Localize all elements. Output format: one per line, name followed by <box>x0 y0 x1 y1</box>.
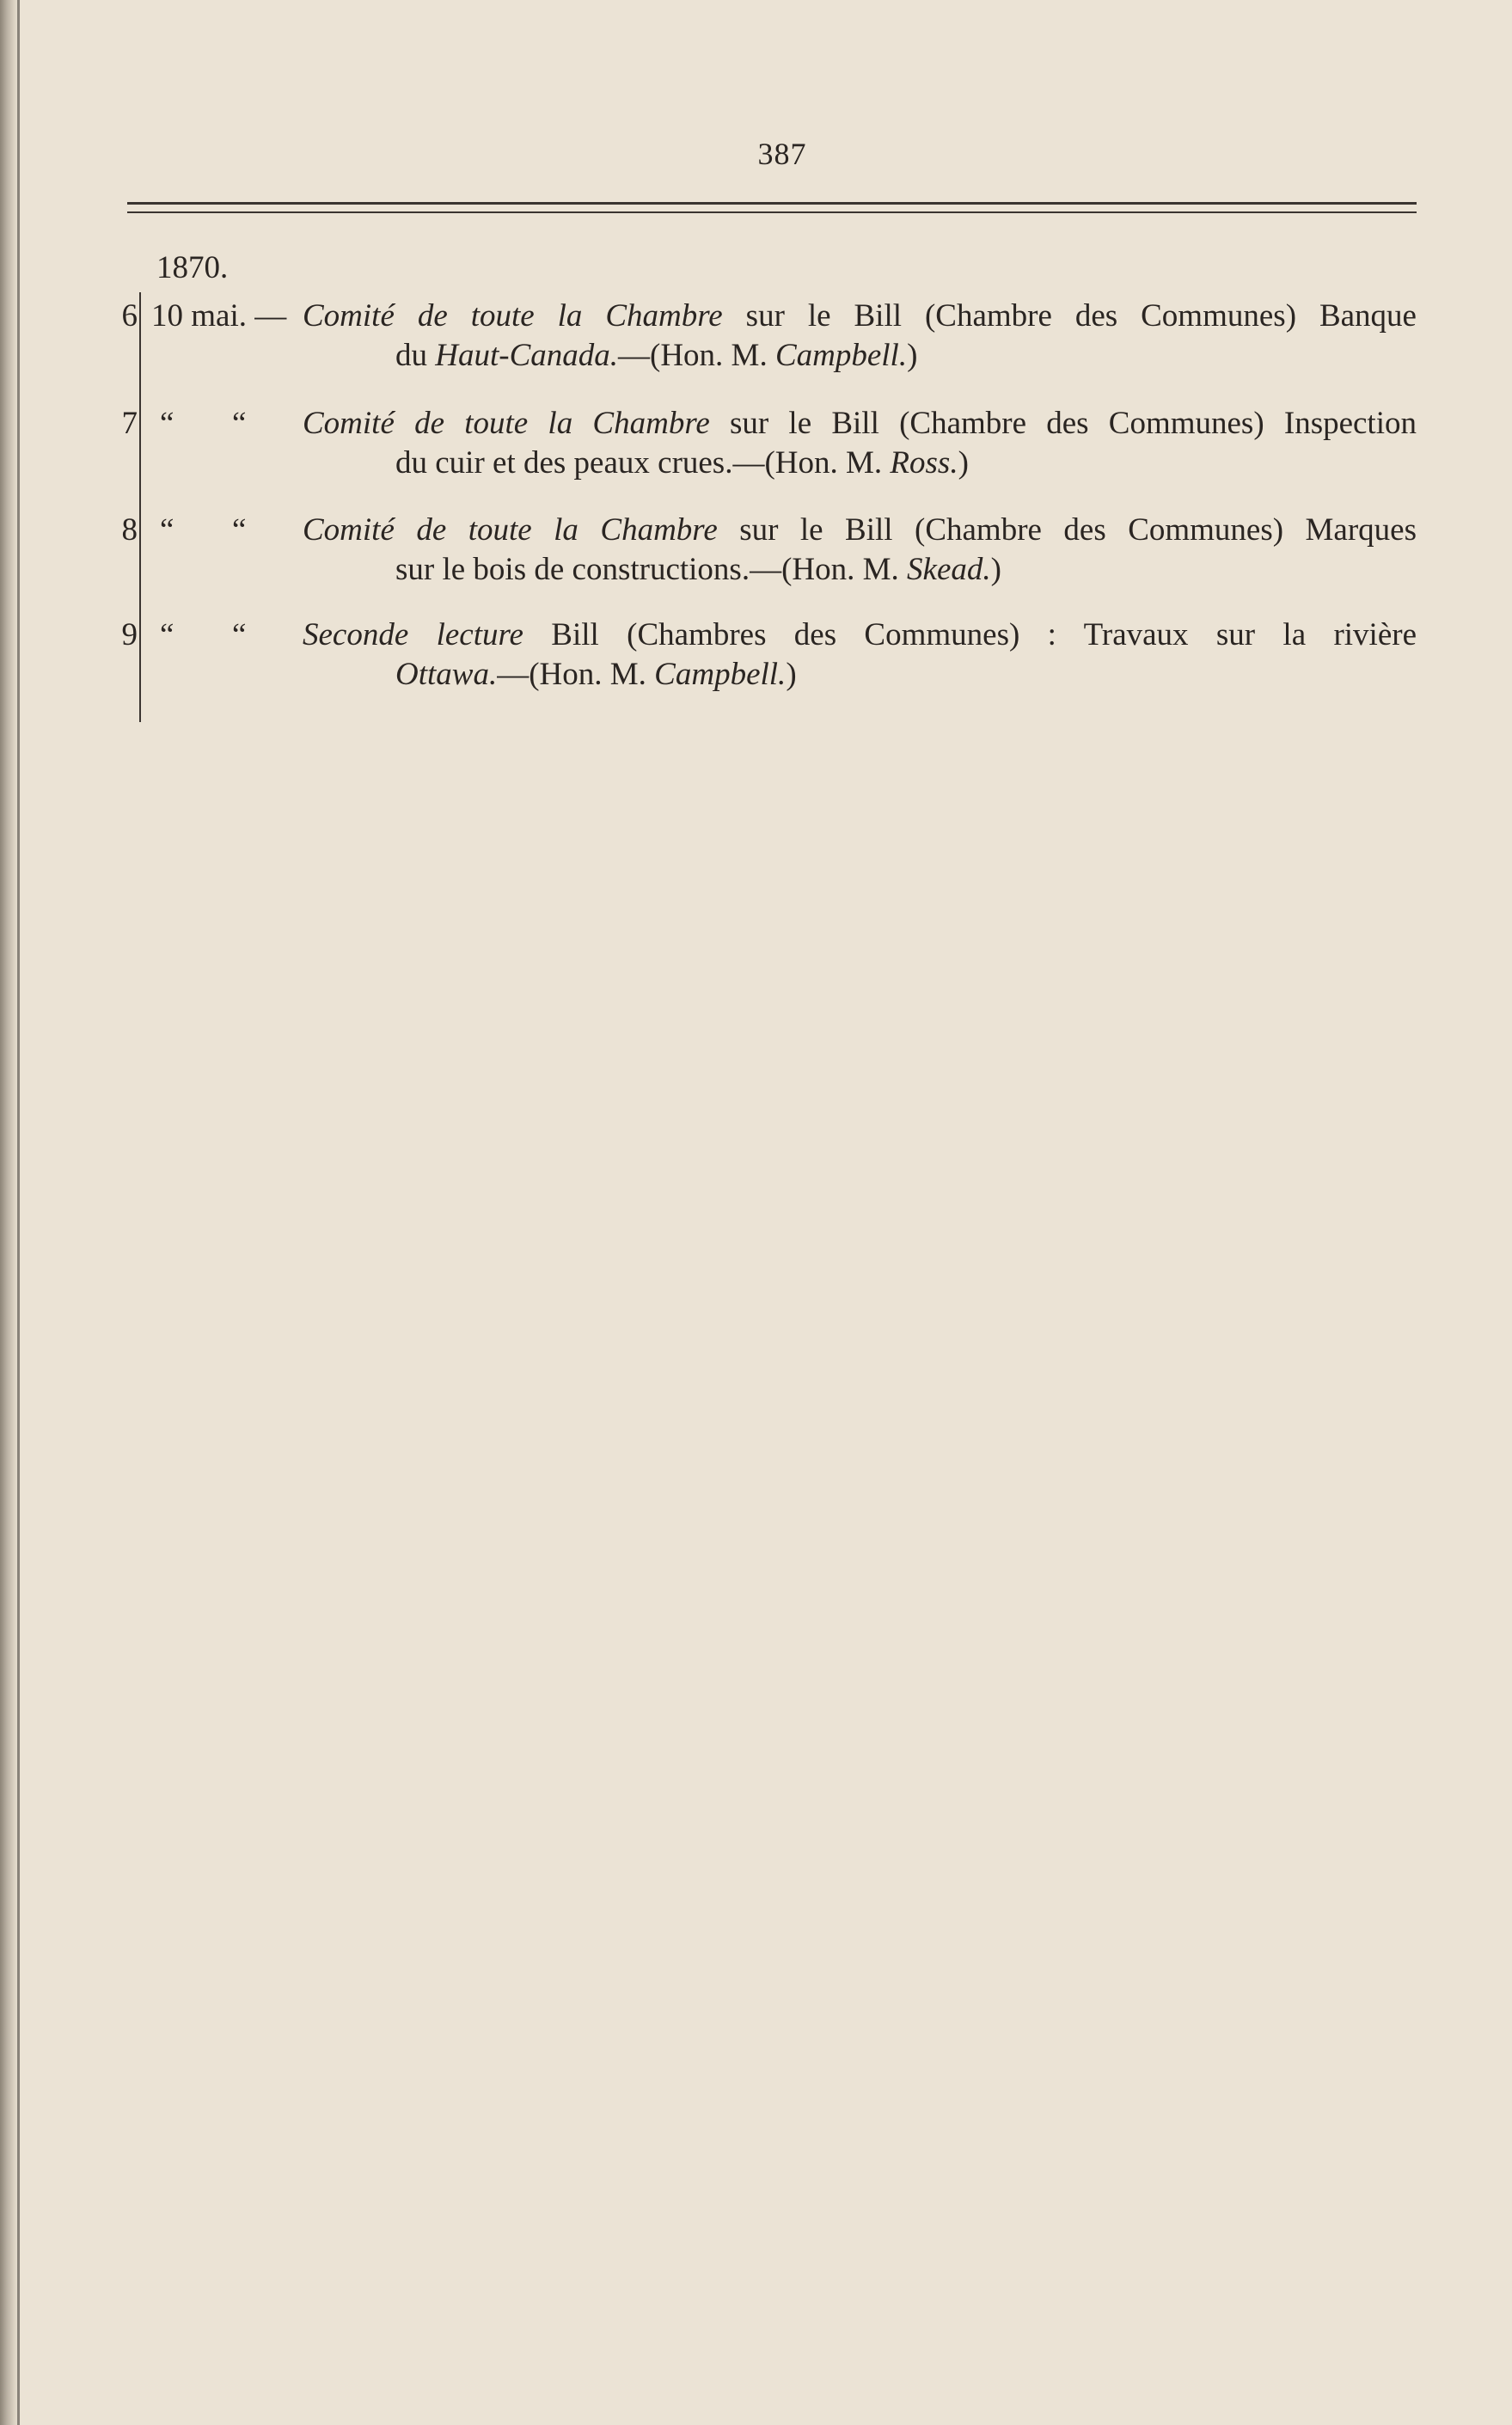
entry-number: 9 <box>121 617 138 652</box>
entry-line-2-post: ) <box>786 657 797 692</box>
entry-line-2-pre: du <box>395 338 436 373</box>
ditto-mark: “ <box>160 617 174 652</box>
entry-line-2-pre: du cuir et des peaux crues. <box>395 445 733 481</box>
entry-line-2-post: ) <box>958 445 969 481</box>
ditto-mark: “ <box>232 512 247 548</box>
entry-text <box>303 297 1417 376</box>
entry-line-2-mid: —(Hon. M. <box>618 338 775 373</box>
entry-line-1 <box>303 511 1417 550</box>
entry-line-1-rest: sur le Bill (Chambre des Communes) Inspection <box>709 406 1417 441</box>
entry-text <box>303 404 1417 483</box>
entry-line-2-post: ) <box>907 338 918 373</box>
ditto-mark: “ <box>232 617 247 652</box>
entry-number: 7 <box>121 406 138 441</box>
entry-line-2 <box>303 444 1417 483</box>
ditto-mark: “ <box>232 406 247 441</box>
entry-member-name: Skead. <box>907 552 991 587</box>
entry-line-2-mid: —(Hon. M. <box>497 657 655 692</box>
entry-line-1 <box>303 404 1417 444</box>
entry-text <box>303 511 1417 590</box>
entry-line-2 <box>303 550 1417 590</box>
entry-line-2 <box>303 655 1417 695</box>
header-rule-thin <box>127 211 1417 213</box>
entry-line-2-italic: Haut-Canada. <box>435 338 618 373</box>
year-heading: 1870. <box>156 250 229 285</box>
entry-line-2-mid: —(Hon. M. <box>750 552 908 587</box>
entry-italic-title: Comité de toute la Chambre <box>303 512 718 548</box>
entry-line-1-rest: Bill (Chambres des Communes) : Travaux sur la rivière <box>523 617 1417 652</box>
ditto-mark: “ <box>160 406 174 441</box>
entry-line-2-pre: sur le bois de constructions. <box>395 552 750 587</box>
entry-member-name: Ross. <box>890 445 958 481</box>
entry-member-name: Campbell. <box>654 657 787 692</box>
entry-member-name: Campbell. <box>774 338 908 373</box>
entry-line-2-mid: —(Hon. M. <box>732 445 891 481</box>
entry-line-1-rest: sur le Bill (Chambre des Communes) Marques <box>717 512 1417 548</box>
entry-number: 8 <box>121 512 138 548</box>
ditto-mark: “ <box>160 512 174 548</box>
entry-line-2-italic: Ottawa. <box>395 657 498 692</box>
entry-italic-title: Comité de toute la Chambre <box>303 298 723 334</box>
entry-italic-title: Seconde lecture <box>303 617 523 652</box>
entry-text <box>303 615 1417 695</box>
page-number: 387 <box>757 137 807 171</box>
margin-rule <box>139 292 141 722</box>
entry-date: 10 mai. — <box>151 298 287 334</box>
entry-line-1 <box>303 297 1417 336</box>
entry-line-2-post: ) <box>990 552 1001 587</box>
entry-line-1 <box>303 615 1417 655</box>
entry-italic-title: Comité de toute la Chambre <box>303 406 710 441</box>
entry-line-2 <box>303 336 1417 376</box>
entry-line-1-rest: sur le Bill (Chambre des Communes) Banque <box>722 298 1417 334</box>
header-rule-thick <box>127 202 1417 205</box>
entry-number: 6 <box>121 298 138 334</box>
